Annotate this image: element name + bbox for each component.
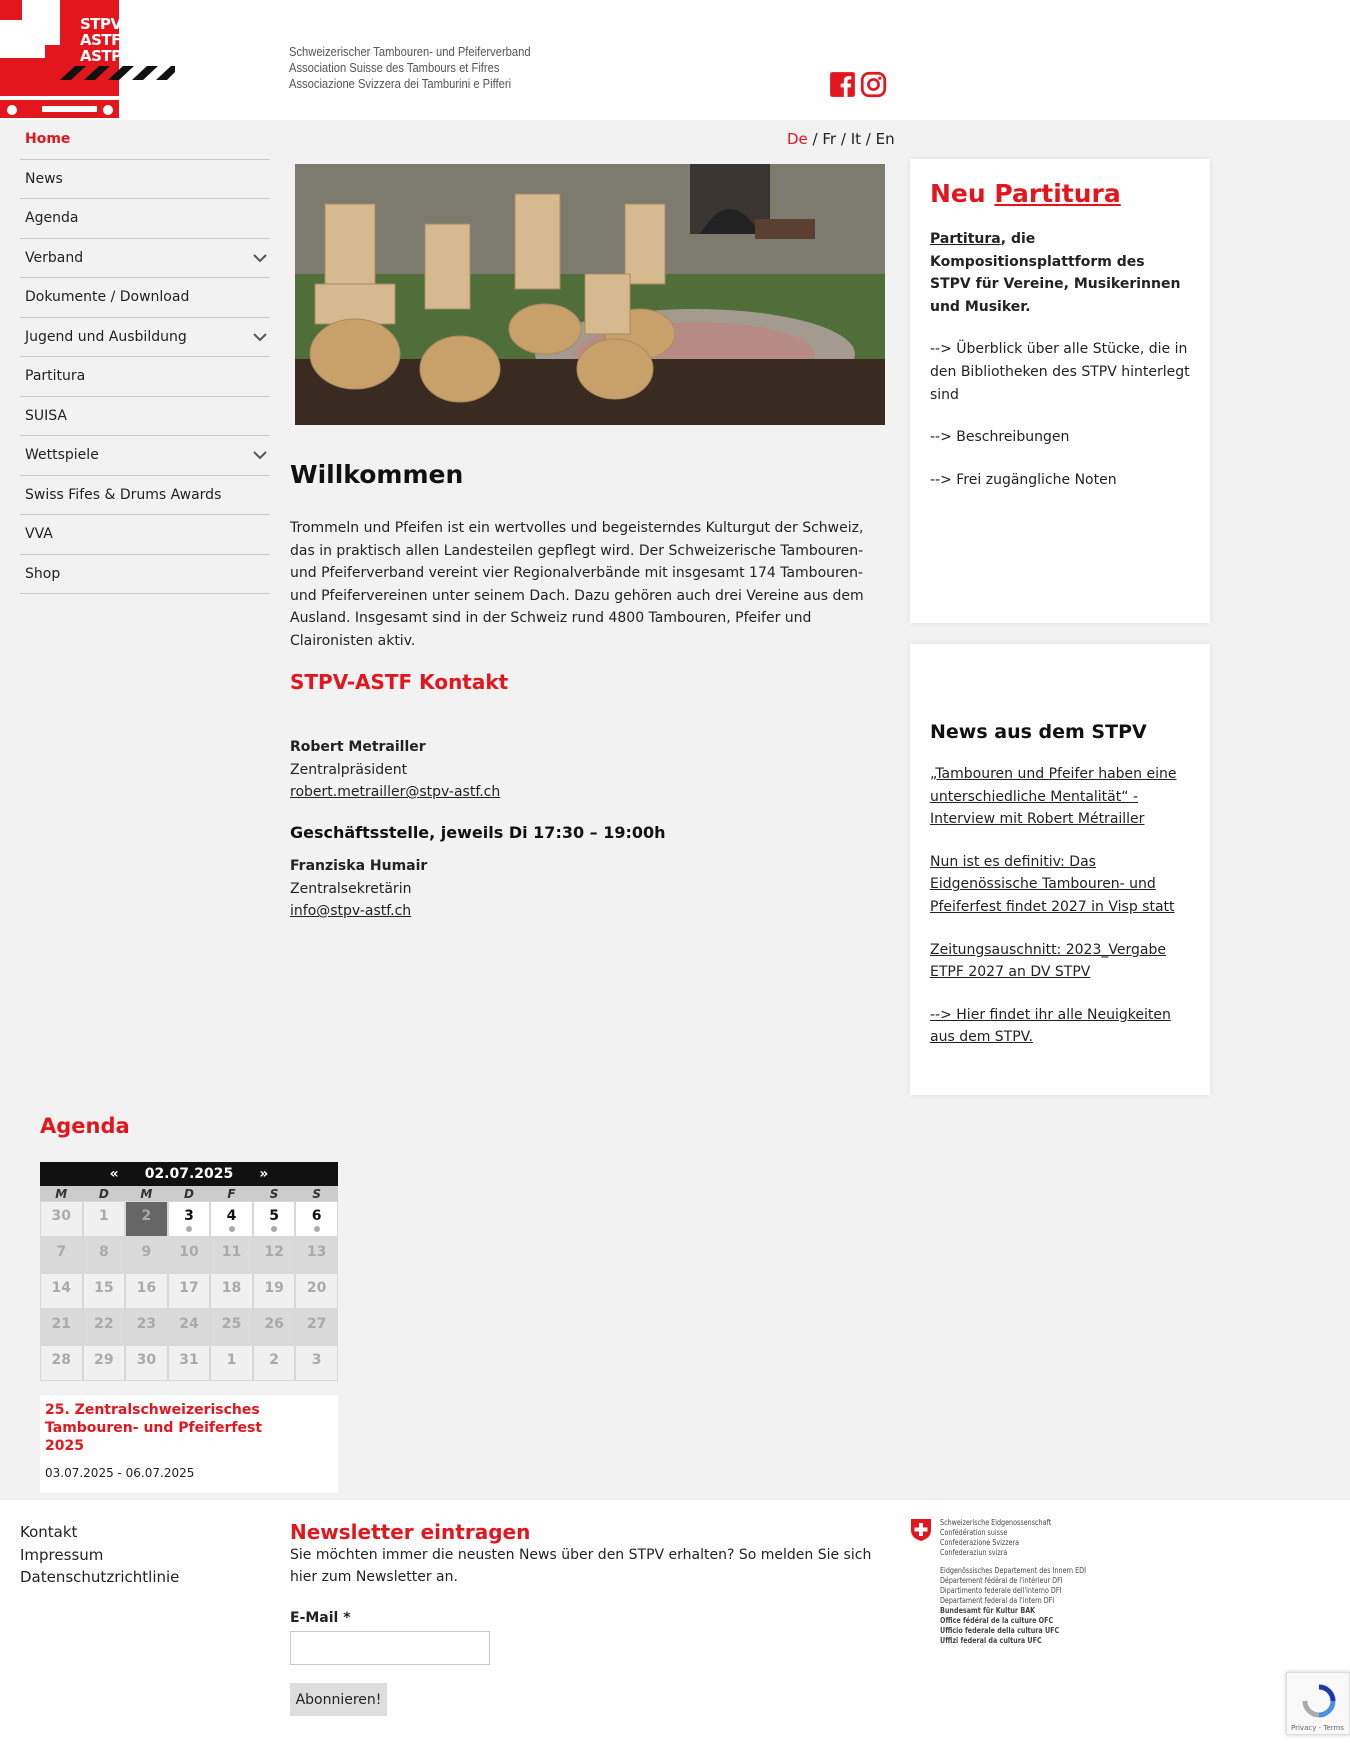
lang-fr[interactable]: Fr <box>822 130 837 148</box>
recaptcha-terms[interactable]: Privacy - Terms <box>1291 1724 1344 1732</box>
event-dot-icon <box>271 1226 277 1232</box>
intro-paragraph: Trommeln und Pfeifen ist ein wertvolles und begeisterndes Kulturgut der Schweiz, das in praktisch allen Landesteilen gepflegt wird. Der Schweizerische Tambouren- und Pfeiferverband vereint vier Regionalverbände mit insgesamt 174 Tambouren- und Pfeifervereinen unter seinem Dach. Dazu gehören auch drei Vereine aus dem Ausland. Insgesamt sind in der Schweiz rund 4800 Tambouren, Pfeifer und Claironisten aktiv. <box>290 520 864 649</box>
calendar-prev-button[interactable]: « <box>109 1166 119 1182</box>
welcome-heading: Willkommen <box>290 460 464 489</box>
calendar-day[interactable] <box>210 1309 253 1345</box>
calendar-day[interactable] <box>253 1309 296 1345</box>
nav-item-awards[interactable]: Swiss Fifes & Drums Awards <box>20 476 270 516</box>
calendar-day[interactable] <box>83 1309 126 1345</box>
bak-line: Dipartimento federale dell'interno DFI <box>940 1586 1062 1595</box>
calendar-weekday: F <box>210 1186 253 1201</box>
calendar-day[interactable] <box>83 1201 126 1237</box>
calendar-day-number: 3 <box>311 1352 322 1368</box>
calendar-day[interactable] <box>168 1309 211 1345</box>
bak-line: Bundesamt für Kultur BAK <box>940 1606 1036 1615</box>
calendar-day-number: 4 <box>226 1208 237 1224</box>
calendar-day-number: 27 <box>306 1316 327 1332</box>
calendar-day-number: 6 <box>311 1208 322 1224</box>
nav-item-partitura[interactable]: Partitura <box>20 357 270 397</box>
nav-item-dokumente[interactable]: Dokumente / Download <box>20 278 270 318</box>
calendar-day-number: 3 <box>184 1208 194 1224</box>
org-name-it: Associazione Svizzera dei Tamburini e Pifferi <box>289 76 512 91</box>
calendar-day[interactable] <box>125 1309 168 1345</box>
logo-text: STPV ASTF ASTP <box>80 15 122 65</box>
calendar-day[interactable] <box>125 1273 168 1309</box>
bak-line: Confédération suisse <box>940 1528 1008 1537</box>
calendar-day-number: 24 <box>179 1316 199 1332</box>
calendar-day[interactable] <box>83 1237 126 1273</box>
main-navigation <box>20 120 270 594</box>
nav-item-jugend[interactable]: Jugend und Ausbildung <box>20 318 270 358</box>
footer-link-kontakt[interactable]: Kontakt <box>20 1523 78 1541</box>
calendar-day-number: 25 <box>221 1316 242 1332</box>
partitura-box-title: Neu Partitura <box>930 179 1121 208</box>
footer-links <box>20 1521 179 1589</box>
calendar-day-number: 22 <box>94 1316 114 1332</box>
calendar-day[interactable] <box>168 1345 211 1381</box>
nav-item-news[interactable]: News <box>20 160 270 200</box>
calendar-weekday: M <box>125 1186 168 1201</box>
calendar-day-number: 16 <box>136 1280 157 1296</box>
calendar-day-number: 10 <box>179 1244 199 1260</box>
calendar-day-number: 21 <box>51 1316 72 1332</box>
calendar-day[interactable] <box>168 1273 211 1309</box>
contact-president <box>290 736 500 804</box>
recaptcha-icon <box>1299 1681 1339 1721</box>
agenda-event[interactable] <box>40 1395 338 1493</box>
social-links <box>829 71 887 98</box>
partitura-line: --> Beschreibungen <box>930 429 1070 446</box>
bak-line: Département fédéral de l'intérieur DFI <box>940 1576 1063 1585</box>
calendar-day-number: 30 <box>51 1208 72 1224</box>
nav-item-shop[interactable]: Shop <box>20 555 270 595</box>
office-hours-heading: Geschäftsstelle, jeweils Di 17:30 – 19:00h <box>290 823 666 842</box>
calendar-day[interactable] <box>253 1201 296 1237</box>
calendar-day-number: 5 <box>269 1208 279 1224</box>
news-link[interactable]: Zeitungsauschnitt: 2023_Vergabe ETPF 2027 an DV STPV <box>930 941 1166 981</box>
news-box-title: News aus dem STPV <box>930 721 1147 743</box>
event-title[interactable]: 25. Zentralschweizerisches Tambouren- und Pfeiferfest 2025 <box>45 1402 263 1454</box>
calendar-day[interactable] <box>295 1309 338 1345</box>
calendar-day[interactable] <box>168 1237 211 1273</box>
calendar-day[interactable] <box>253 1345 296 1381</box>
footer-link-datenschutz[interactable]: Datenschutzrichtlinie <box>20 1568 180 1586</box>
calendar-weekday: S <box>295 1186 338 1201</box>
nav-item-agenda[interactable]: Agenda <box>20 199 270 239</box>
bak-line <box>940 1558 1086 1566</box>
swiss-coat-of-arms-icon <box>909 1518 933 1542</box>
contact-name: Robert Metrailler <box>290 739 426 755</box>
instagram-icon[interactable] <box>860 71 887 98</box>
hero-photo-wooden-drummers <box>295 164 885 425</box>
bak-line: Confederaziun svizra <box>940 1548 1008 1557</box>
site-header <box>0 0 1350 120</box>
org-name-de: Schweizerischer Tambouren- und Pfeiferverband <box>289 44 531 59</box>
nav-item-suisa[interactable]: SUISA <box>20 397 270 437</box>
event-dot-icon <box>314 1226 320 1232</box>
org-name-fr: Association Suisse des Tambours et Fifres <box>289 60 500 75</box>
calendar-day-number: 2 <box>141 1208 152 1224</box>
newsletter-text: Sie möchten immer die neusten News über den STPV erhalten? So melden Sie sich hier zum Newsletter an. <box>290 1547 872 1585</box>
calendar-day-number: 18 <box>221 1280 242 1296</box>
calendar-day-number: 26 <box>264 1316 284 1332</box>
nav-item-home[interactable]: Home <box>20 120 270 160</box>
bak-line: Office fédéral de la culture OFC <box>940 1616 1054 1625</box>
calendar-day-number: 11 <box>221 1244 242 1260</box>
bak-logo <box>909 1518 1119 1658</box>
calendar-day-number: 31 <box>179 1352 199 1368</box>
newsletter-heading: Newsletter eintragen <box>290 1520 531 1544</box>
calendar-day-number: 12 <box>264 1244 284 1260</box>
agenda-heading: Agenda <box>40 1114 130 1138</box>
calendar-day-number: 7 <box>56 1244 67 1260</box>
calendar-next-button[interactable]: » <box>259 1166 269 1182</box>
contact-email-link[interactable]: robert.metrailler@stpv-astf.ch <box>290 784 501 801</box>
bak-line: Confederazione Svizzera <box>940 1538 1020 1547</box>
news-box <box>910 644 1210 1095</box>
event-date: 03.07.2025 - 06.07.2025 <box>45 1466 195 1480</box>
calendar-day-number: 20 <box>306 1280 327 1296</box>
contact-name: Franziska Humair <box>290 858 428 874</box>
news-link[interactable]: „Tambouren und Pfeifer haben eine unterschiedliche Mentalität“ - Interview mit Robert Métrailler <box>930 766 1177 828</box>
calendar-day-number: 2 <box>269 1352 279 1368</box>
calendar-day-number: 23 <box>136 1316 157 1332</box>
calendar-weekday: D <box>168 1186 211 1201</box>
calendar-day-number: 14 <box>51 1280 72 1296</box>
calendar-day-number: 19 <box>264 1280 284 1296</box>
calendar-current-date: 02.07.2025 <box>144 1166 234 1182</box>
chevron-down-icon[interactable] <box>252 332 268 342</box>
calendar-weekday: S <box>253 1186 296 1201</box>
recaptcha-badge[interactable] <box>1286 1672 1350 1735</box>
calendar-day-number: 8 <box>98 1244 109 1260</box>
partitura-lead-link[interactable]: Partitura <box>930 231 1001 247</box>
bak-line: Schweizerische Eidgenossenschaft <box>940 1518 1052 1527</box>
stpv-logo[interactable] <box>0 0 175 118</box>
calendar-day[interactable] <box>168 1201 211 1237</box>
chevron-down-icon[interactable] <box>252 253 268 263</box>
calendar-day-number: 15 <box>94 1280 114 1296</box>
newsletter-email-input[interactable] <box>290 1631 490 1665</box>
lang-de[interactable]: De <box>787 130 808 148</box>
news-all-link[interactable]: --> Hier findet ihr alle Neuigkeiten aus dem STPV. <box>930 1006 1171 1046</box>
chevron-down-icon[interactable] <box>252 450 268 460</box>
calendar-day[interactable] <box>83 1273 126 1309</box>
calendar-day[interactable] <box>210 1345 253 1381</box>
calendar-day[interactable] <box>210 1201 253 1237</box>
contact-heading: STPV-ASTF Kontakt <box>290 670 509 694</box>
event-dot-icon <box>229 1226 235 1232</box>
calendar-day-number: 1 <box>98 1208 109 1224</box>
calendar-grid <box>40 1186 338 1381</box>
bak-line: Departament federal da l'intern DFI <box>940 1596 1055 1605</box>
contact-email-link[interactable]: info@stpv-astf.ch <box>290 903 412 920</box>
partitura-box <box>910 159 1210 623</box>
calendar-day[interactable] <box>295 1201 338 1237</box>
calendar-day[interactable] <box>125 1201 168 1237</box>
contact-secretary <box>290 855 427 923</box>
nav-item-vva[interactable]: VVA <box>20 515 270 555</box>
calendar-day-number: 29 <box>94 1352 114 1368</box>
calendar-day[interactable] <box>83 1345 126 1381</box>
footer-link-impressum[interactable]: Impressum <box>20 1545 104 1564</box>
contact-role: Zentralsekretärin <box>290 880 412 897</box>
nav-item-wettspiele[interactable]: Wettspiele <box>20 436 270 476</box>
calendar-day[interactable] <box>210 1273 253 1309</box>
partitura-lead: Partitura, die Kompositionsplattform des STPV für Vereine, Musikerinnen und Musiker. <box>930 231 1181 315</box>
calendar-day-number: 30 <box>136 1352 157 1368</box>
calendar-day-number: 17 <box>179 1280 199 1296</box>
bak-line: Ufficio federale della cultura UFC <box>940 1626 1060 1635</box>
partitura-line: --> Frei zugängliche Noten <box>930 471 1117 488</box>
calendar-day[interactable] <box>253 1273 296 1309</box>
nav-item-verband[interactable]: Verband <box>20 239 270 279</box>
lang-en[interactable]: En <box>875 130 895 148</box>
calendar-weekday: D <box>83 1186 126 1201</box>
bak-text <box>940 1518 1086 1646</box>
agenda-calendar <box>40 1162 338 1381</box>
bak-line: Uffizi federal da cultura UFC <box>940 1636 1042 1645</box>
calendar-day[interactable] <box>125 1345 168 1381</box>
calendar-day-number: 1 <box>226 1352 237 1368</box>
calendar-day[interactable] <box>40 1237 83 1273</box>
calendar-day[interactable] <box>253 1237 296 1273</box>
calendar-day[interactable] <box>40 1273 83 1309</box>
partitura-line: --> Überblick über alle Stücke, die in den Bibliotheken des STPV hinterlegt sind <box>930 341 1190 403</box>
facebook-icon[interactable] <box>829 71 856 98</box>
calendar-header <box>40 1162 338 1186</box>
calendar-day[interactable] <box>125 1237 168 1273</box>
partitura-title-link[interactable]: Partitura <box>994 179 1121 208</box>
lang-it[interactable]: It <box>850 130 861 148</box>
calendar-day-number: 28 <box>51 1352 72 1368</box>
subscribe-button[interactable]: Abonnieren! <box>290 1683 387 1716</box>
calendar-day[interactable] <box>295 1237 338 1273</box>
calendar-weekday: M <box>40 1186 83 1201</box>
news-list <box>930 763 1190 1049</box>
bak-line: Eidgenössisches Departement des Innern EDI <box>940 1566 1086 1575</box>
calendar-day[interactable] <box>295 1273 338 1309</box>
calendar-day[interactable] <box>40 1345 83 1381</box>
calendar-day-number: 9 <box>141 1244 152 1260</box>
event-dot-icon <box>186 1226 192 1232</box>
contact-role: Zentralpräsident <box>290 761 408 778</box>
organization-names <box>289 44 531 92</box>
news-link[interactable]: Nun ist es definitiv: Das Eidgenössische Tambouren- und Pfeiferfest findet 2027 in Visp statt <box>930 853 1175 915</box>
calendar-day[interactable] <box>40 1309 83 1345</box>
calendar-day[interactable] <box>40 1201 83 1237</box>
calendar-day[interactable] <box>210 1237 253 1273</box>
site-footer <box>0 1500 1350 1747</box>
calendar-day-number: 13 <box>306 1244 327 1260</box>
email-label: E-Mail * <box>290 1610 351 1626</box>
language-switcher: De / Fr / It / En <box>787 130 895 148</box>
calendar-day[interactable] <box>295 1345 338 1381</box>
